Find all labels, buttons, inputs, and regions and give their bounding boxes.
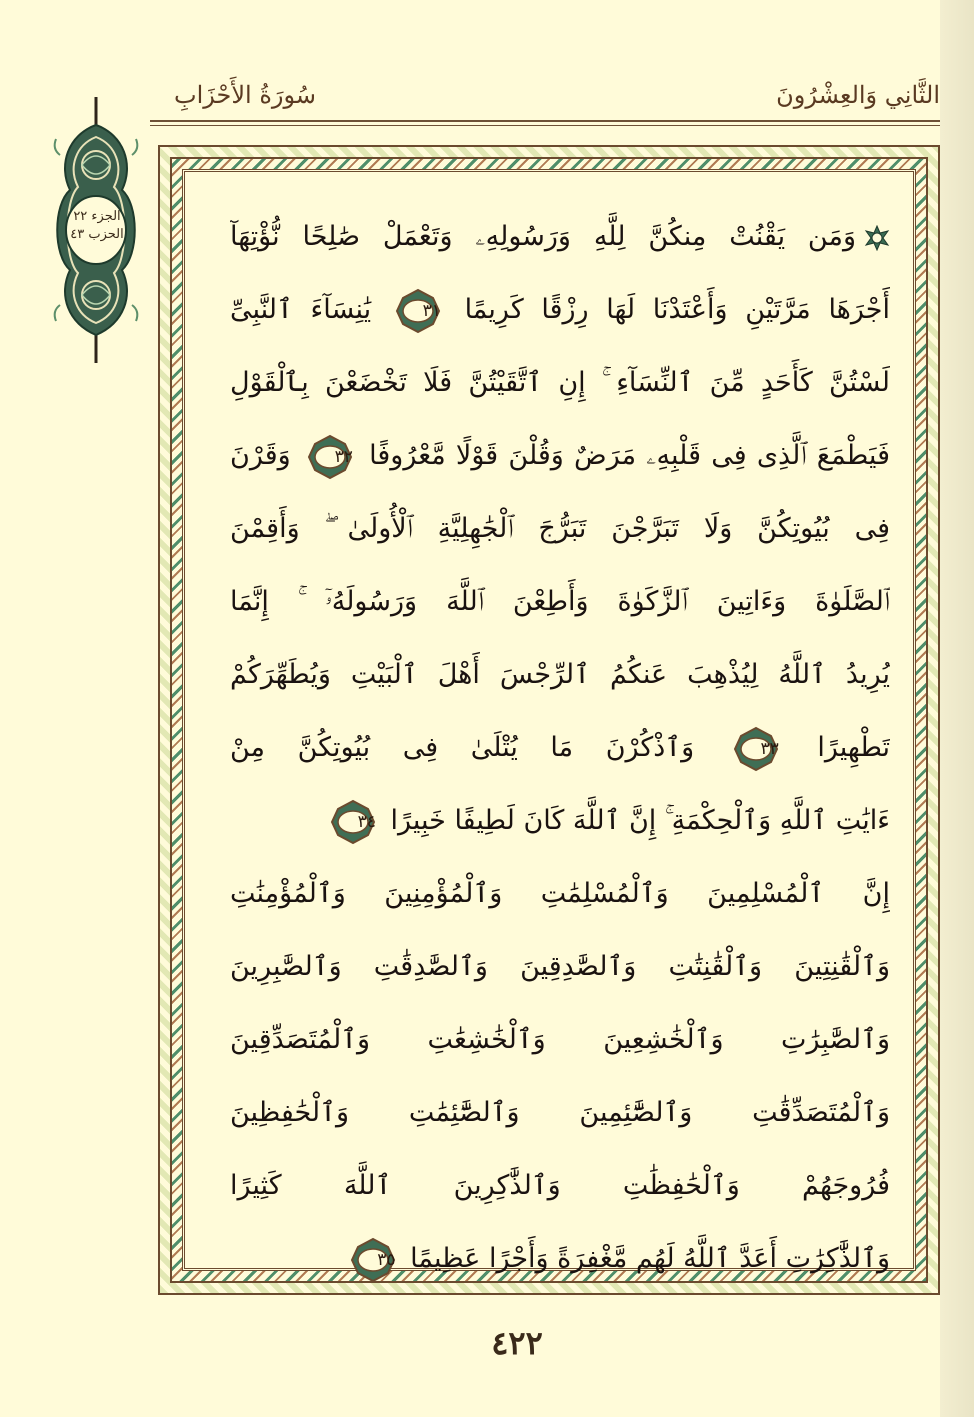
juz-title: الثَّانِي وَالعِشْرُونَ — [776, 81, 940, 109]
verse-number: ٣٢ — [334, 446, 353, 467]
rub-el-hizb-icon — [864, 225, 890, 251]
line-text: فِى بُيُوتِكُنَّ وَلَا تَبَرَّجْنَ تَبَرُّجَ ٱلْجَٰهِلِيَّةِ ٱلْأُولَىٰ ۖ وَأَقِمْنَ — [230, 513, 890, 544]
header-rule — [150, 120, 940, 122]
text-line-2 — [230, 280, 890, 340]
text-line-15 — [230, 1229, 890, 1289]
text-line-8 — [230, 718, 890, 778]
verse-marker — [330, 799, 376, 845]
text-line-10 — [230, 864, 890, 924]
verse-marker — [395, 288, 441, 334]
text-line-12 — [230, 1010, 890, 1070]
line-text-before: وَٱلذَّٰكِرَٰتِ أَعَدَّ ٱللَّهُ لَهُم مَّغْفِرَةً وَأَجْرًا عَظِيمًا — [410, 1243, 890, 1274]
line-text: فُرُوجَهُمْ وَٱلْحَٰفِظَٰتِ وَٱلذَّٰكِرِينَ ٱللَّهَ كَثِيرًا — [230, 1170, 890, 1201]
verse-marker — [733, 726, 779, 772]
line-text: يُرِيدُ ٱللَّهُ لِيُذْهِبَ عَنكُمُ ٱلرِّجْسَ أَهْلَ ٱلْبَيْتِ وَيُطَهِّرَكُمْ — [230, 659, 890, 690]
juz-hizb-label — [62, 208, 132, 268]
line-text: وَمَن يَقْنُتْ مِنكُنَّ لِلَّهِ وَرَسُولِهِۦ وَتَعْمَلْ صَٰلِحًا نُّؤْتِهَآ — [230, 221, 856, 252]
text-line-5 — [230, 499, 890, 559]
line-text: وَٱلْمُتَصَدِّقَٰتِ وَٱلصَّٰٓئِمِينَ وَٱلصَّٰٓئِمَٰتِ وَٱلْحَٰفِظِينَ — [230, 1097, 890, 1128]
header-rule-thin — [150, 125, 940, 126]
line-text: إِنَّ ٱلْمُسْلِمِينَ وَٱلْمُسْلِمَٰتِ وَٱلْمُؤْمِنِينَ وَٱلْمُؤْمِنَٰتِ — [230, 878, 890, 909]
verse-marker — [350, 1237, 396, 1283]
text-line-11 — [230, 937, 890, 997]
line-text-before: ءَايَٰتِ ٱللَّهِ وَٱلْحِكْمَةِ ۚ إِنَّ ٱللَّهَ كَانَ لَطِيفًا خَبِيرًا — [390, 805, 890, 836]
hizb-label: الحزب ٤٣ — [70, 227, 124, 242]
surah-title: سُورَةُ الأَحْزَابِ — [174, 81, 316, 109]
verse-number: ٣١ — [422, 300, 441, 321]
verse-number: ٣٥ — [377, 1249, 396, 1270]
page-number: ٤٢٢ — [491, 1324, 543, 1362]
text-line-9 — [230, 791, 890, 851]
text-line-7 — [230, 645, 890, 705]
line-text-after: يَٰنِسَآءَ ٱلنَّبِىِّ — [230, 294, 372, 325]
text-line-3 — [230, 353, 890, 413]
line-text-after: وَٱذْكُرْنَ مَا يُتْلَىٰ فِى بُيُوتِكُنَّ مِنْ — [230, 732, 695, 763]
verse-number: ٣٤ — [357, 811, 376, 832]
line-text: لَسْتُنَّ كَأَحَدٍ مِّنَ ٱلنِّسَآءِ ۚ إِنِ ٱتَّقَيْتُنَّ فَلَا تَخْضَعْنَ بِٱلْقَوْلِ — [230, 367, 890, 398]
verse-marker — [307, 434, 353, 480]
text-line-4 — [230, 426, 890, 486]
page-edge — [940, 0, 974, 1417]
line-text-after: وَقَرْنَ — [230, 440, 291, 471]
text-line-1 — [230, 207, 890, 267]
line-text-before: تَطْهِيرًا — [817, 732, 890, 763]
line-text-before: فَيَطْمَعَ ٱلَّذِى فِى قَلْبِهِۦ مَرَضٌ وَقُلْنَ قَوْلًا مَّعْرُوفًا — [369, 440, 890, 471]
text-line-6 — [230, 572, 890, 632]
text-line-14 — [230, 1156, 890, 1216]
line-text: وَٱلصَّٰبِرَٰتِ وَٱلْخَٰشِعِينَ وَٱلْخَٰشِعَٰتِ وَٱلْمُتَصَدِّقِينَ — [230, 1024, 890, 1055]
juz-label: الجزء ٢٢ — [73, 209, 121, 224]
line-text: وَٱلْقَٰنِتِينَ وَٱلْقَٰنِتَٰتِ وَٱلصَّٰدِقِينَ وَٱلصَّٰدِقَٰتِ وَٱلصَّٰبِرِينَ — [230, 951, 890, 982]
line-text-before: أَجْرَهَا مَرَّتَيْنِ وَأَعْتَدْنَا لَهَا رِزْقًا كَرِيمًا — [464, 294, 890, 325]
verse-number: ٣٣ — [760, 738, 779, 759]
text-line-13 — [230, 1083, 890, 1143]
line-text: ٱلصَّلَوٰةَ وَءَاتِينَ ٱلزَّكَوٰةَ وَأَطِعْنَ ٱللَّهَ وَرَسُولَهُۥٓ ۚ إِنَّمَا — [230, 586, 890, 617]
